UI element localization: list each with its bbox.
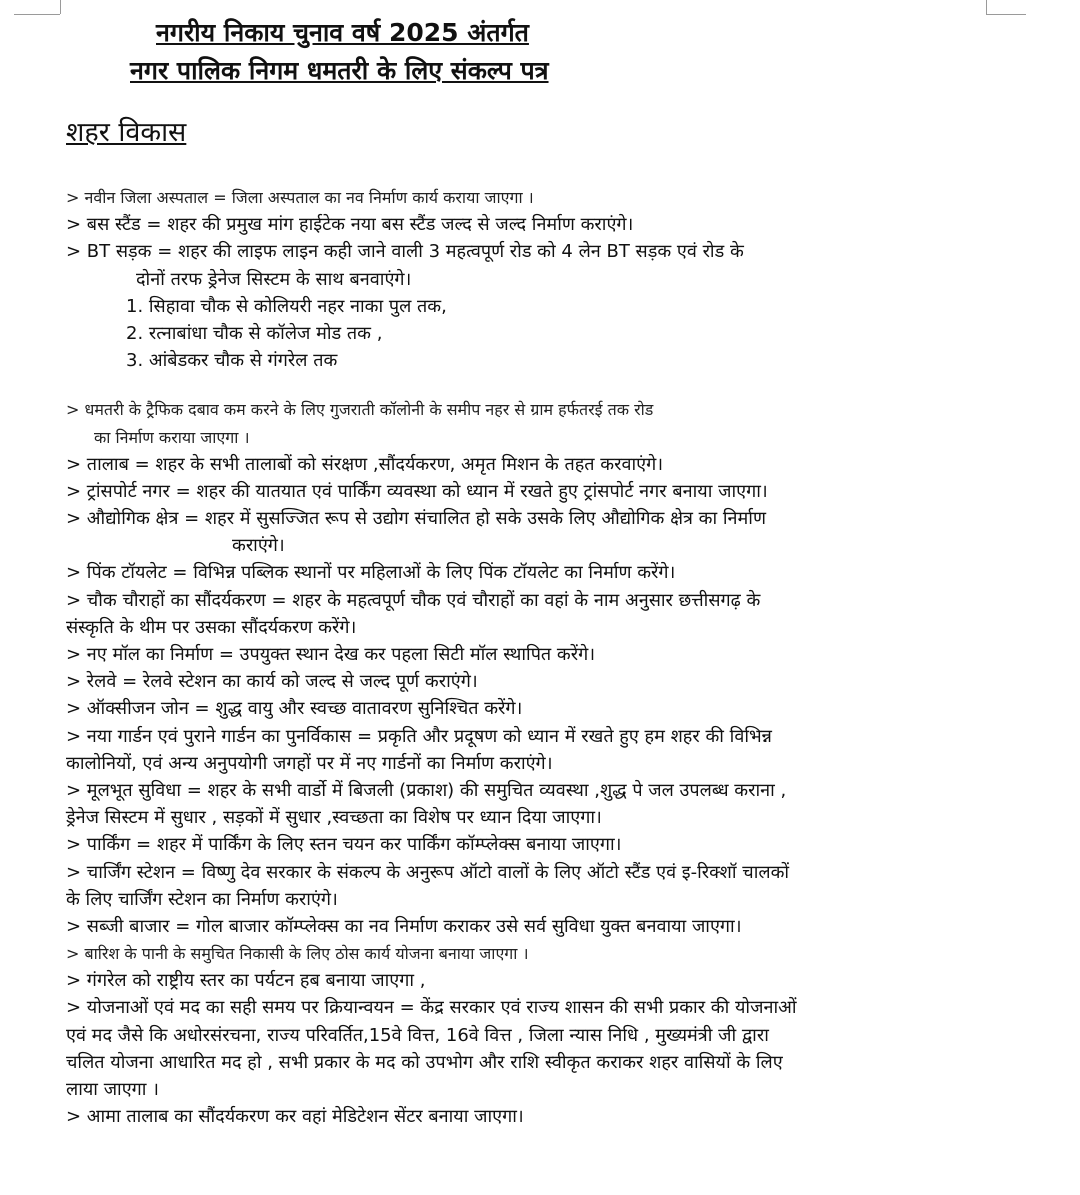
list-item-continuation: ड्रेनेज सिस्टम में सुधार , सड़कों में सुधार ,स्वच्छता का विशेष पर ध्यान दिया जाएगा। — [66, 807, 602, 829]
list-item: > औद्योगिक क्षेत्र = शहर में सुसज्जित रूप से उद्योग संचालित हो सके उसके लिए औद्योगिक क्षेत्र का निर्माण — [66, 508, 766, 530]
list-item: > गंगरेल को राष्ट्रीय स्तर का पर्यटन हब बनाया जाएगा , — [66, 970, 426, 992]
manifesto-body — [66, 184, 1066, 1130]
list-item: > नए मॉल का निर्माण = उपयुक्त स्थान देख कर पहला सिटी मॉल स्थापित करेंगे। — [66, 644, 596, 665]
section-title: शहर विकास — [66, 117, 187, 148]
list-item: > तालाब = शहर के सभी तालाबों को संरक्षण ,सौंदर्यकरण, अमृत मिशन के तहत करवाएंगे। — [66, 453, 664, 475]
list-item: > रेलवे = रेलवे स्टेशन का कार्य को जल्द से जल्द पूर्ण कराएंगे। — [66, 671, 478, 693]
list-item: > नवीन जिला अस्पताल = जिला अस्पताल का नव निर्माण कार्य कराया जाएगा । — [66, 188, 534, 207]
list-item: > सब्जी बाजार = गोल बाजार कॉम्प्लेक्स का नव निर्माण कराकर उसे सर्व सुविधा युक्त बनवाया जाएगा। — [66, 915, 742, 937]
list-item: > धमतरी के ट्रैफिक दबाव कम करने के लिए गुजराती कॉलोनी के समीप नहर से ग्राम हर्फतरई तक रोड — [66, 400, 654, 420]
list-item-continuation: कालोनियों, एवं अन्य अनुपयोगी जगहों पर में नए गार्डनों का निर्माण कराएंगे। — [66, 752, 553, 774]
crop-mark-top-left — [60, 0, 61, 14]
list-item-continuation: एवं मद जैसे कि अधोरसंरचना, राज्य परिवर्तित,15वे वित्त, 16वे वित्त , जिला न्यास निधि , मुख्यमंत्री जी द्वारा — [66, 1024, 769, 1046]
numbered-item: 1. सिहावा चौक से कोलियरी नहर नाका पुल तक, — [126, 295, 447, 317]
list-item-continuation: का निर्माण कराया जाएगा । — [94, 427, 250, 447]
list-item: > आमा तालाब का सौंदर्यकरण कर वहां मेडिटेशन सेंटर बनाया जाएगा। — [66, 1106, 524, 1128]
crop-mark-top-right — [986, 0, 987, 14]
list-item-continuation: के लिए चार्जिंग स्टेशन का निर्माण कराएंगे। — [66, 888, 338, 910]
numbered-item: 2. रत्नाबांधा चौक से कॉलेज मोड तक , — [126, 322, 383, 344]
numbered-item: 3. आंबेडकर चौक से गंगरेल तक — [126, 350, 338, 372]
spacer — [66, 374, 1066, 396]
list-item: > योजनाओं एवं मद का सही समय पर क्रियान्वयन = केंद्र सरकार एवं राज्य शासन की सभी प्रकार की योजनाओं — [66, 997, 797, 1019]
list-item: > मूलभूत सुविधा = शहर के सभी वार्डो में बिजली (प्रकाश) की समुचित व्यवस्था ,शुद्ध पे जल उपलब्ध कराना , — [66, 779, 787, 801]
document-title-line-2: नगर पालिक निगम धमतरी के लिए संकल्प पत्र — [130, 56, 549, 85]
list-item: > BT सड़क = शहर की लाइफ लाइन कही जाने वाली 3 महत्वपूर्ण रोड को 4 लेन BT सड़क एवं रोड के — [66, 241, 744, 263]
list-item-continuation: चलित योजना आधारित मद हो , सभी प्रकार के मद को उपभोग और राशि स्वीकृत कराकर शहर वासियों के लिए — [66, 1051, 783, 1073]
list-item: > ट्रांसपोर्ट नगर = शहर की यातयात एवं पार्किंग व्यवस्था को ध्यान में रखते हुए ट्रांसपोर्ट नगर बनाया जाएगा। — [66, 480, 768, 502]
list-item-continuation: कराएंगे। — [232, 535, 285, 557]
list-item-continuation: लाया जाएगा । — [66, 1079, 160, 1100]
list-item: > चार्जिंग स्टेशन = विष्णु देव सरकार के संकल्प के अनुरूप ऑटो वालों के लिए ऑटो स्टैंड एवं इ-रिक्शॉ चालकों — [66, 861, 790, 883]
list-item: > बारिश के पानी के समुचित निकासी के लिए ठोस कार्य योजना बनाया जाएगा । — [66, 944, 529, 964]
list-item: > ऑक्सीजन जोन = शुद्ध वायु और स्वच्छ वातावरण सुनिश्चित करेंगे। — [66, 698, 523, 720]
crop-mark-top-right-h — [986, 14, 1026, 15]
list-item: > पार्किंग = शहर में पार्किंग के लिए स्तन चयन कर पार्किंग कॉम्प्लेक्स बनाया जाएगा। — [66, 834, 622, 856]
list-item: > चौक चौराहों का सौंदर्यकरण = शहर के महत्वपूर्ण चौक एवं चौराहों का वहां के नाम अनुसार छत्तीसगढ़ के — [66, 589, 761, 611]
list-item: > पिंक टॉयलेट = विभिन्न पब्लिक स्थानों पर महिलाओं के लिए पिंक टॉयलेट का निर्माण करेंगे। — [66, 562, 676, 584]
list-item-continuation: दोनों तरफ ड्रेनेज सिस्टम के साथ बनवाएंगे। — [136, 268, 412, 290]
document-title-line-1: नगरीय निकाय चुनाव वर्ष 2025 अंतर्गत — [156, 18, 529, 47]
list-item-continuation: संस्कृति के थीम पर उसका सौंदर्यकरण करेंगे। — [66, 616, 357, 638]
list-item: > नया गार्डन एवं पुराने गार्डन का पुनर्विकास = प्रकृति और प्रदूषण को ध्यान में रखते हुए हम शहर की विभिन्न — [66, 725, 772, 747]
crop-mark-top-left-h — [14, 14, 60, 15]
list-item: > बस स्टैंड = शहर की प्रमुख मांग हाईटेक नया बस स्टैंड जल्द से जल्द निर्माण कराएंगे। — [66, 214, 634, 236]
